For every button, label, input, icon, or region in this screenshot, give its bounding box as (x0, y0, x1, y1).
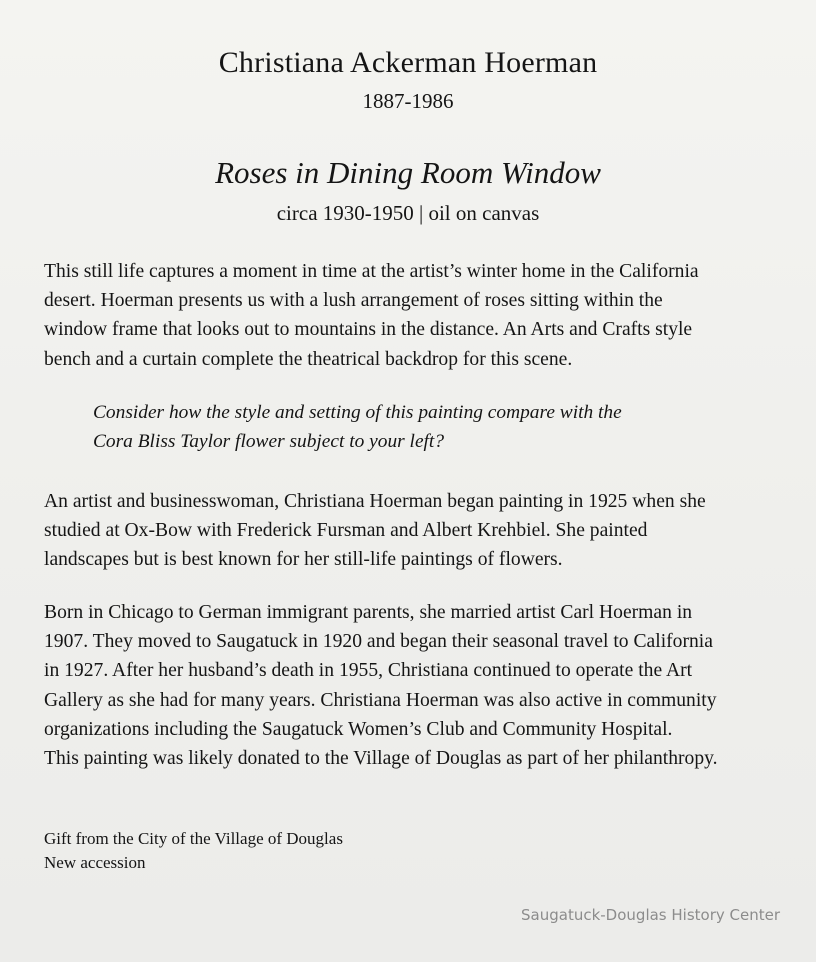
paragraph-line: desert. Hoerman presents us with a lush arrangement of roses sitting within the (44, 290, 663, 312)
paragraph-line: landscapes but is best known for her still-life paintings of flowers. (44, 549, 563, 571)
paragraph-line: in 1927. After her husband’s death in 1955, Christiana continued to operate the Art (44, 660, 693, 682)
paragraph-line: 1907. They moved to Saugatuck in 1920 and began their seasonal travel to California (44, 631, 713, 653)
paragraph-line: bench and a curtain complete the theatrical backdrop for this scene. (44, 348, 573, 370)
paragraph-line: Gallery as she had for many years. Christiana Hoerman was also active in community (44, 689, 717, 711)
reflection-question (93, 398, 733, 456)
paragraph-line: window frame that looks out to mountains in the distance. An Arts and Crafts style (44, 319, 693, 341)
credit-line (44, 827, 444, 875)
paragraph-line: This painting was likely donated to the Village of Douglas as part of her philanthropy. (44, 748, 718, 770)
gift-credit: Gift from the City of the Village of Douglas (44, 829, 343, 848)
accession-note: New accession (44, 853, 146, 872)
artwork-date-medium: circa 1930-1950 | oil on canvas (276, 201, 540, 225)
artist-dates: 1887-1986 (362, 89, 454, 113)
paragraph-line: Born in Chicago to German immigrant parents, she married artist Carl Hoerman in (44, 602, 693, 623)
artist-name: Christiana Ackerman Hoerman (218, 46, 598, 79)
question-line: Consider how the style and setting of this painting compare with the (93, 402, 622, 423)
description-paragraph-3 (44, 598, 784, 773)
description-paragraph-2 (44, 487, 784, 575)
paragraph-line: This still life captures a moment in time at the artist’s winter home in the California (44, 261, 699, 282)
paragraph-line: studied at Ox-Bow with Frederick Fursman and Albert Krehbiel. She painted (44, 520, 648, 542)
question-line: Cora Bliss Taylor flower subject to your left? (93, 431, 445, 453)
paragraph-line: organizations including the Saugatuck Women’s Club and Community Hospital. (44, 718, 673, 740)
watermark: Saugatuck-Douglas History Center (521, 906, 780, 924)
description-paragraph-1 (44, 257, 784, 374)
artwork-title: Roses in Dining Room Window (215, 155, 601, 190)
paragraph-line: An artist and businesswoman, Christiana Hoerman began painting in 1925 when she (44, 491, 706, 512)
